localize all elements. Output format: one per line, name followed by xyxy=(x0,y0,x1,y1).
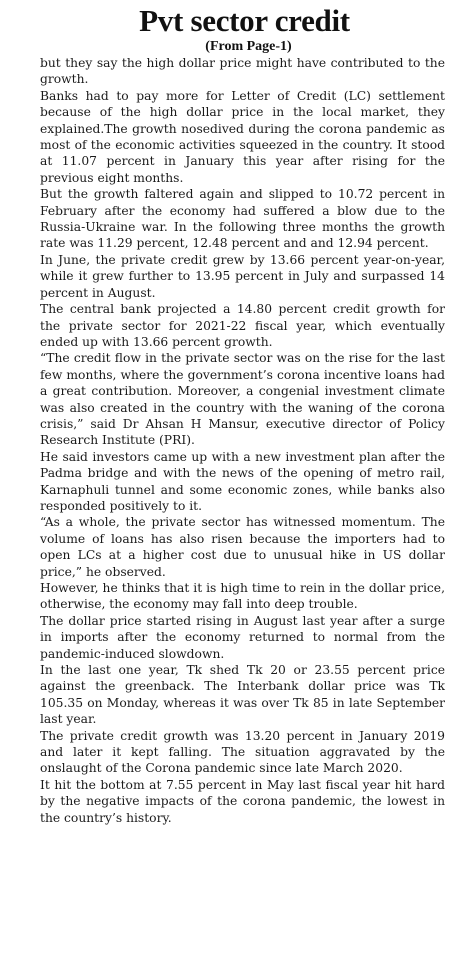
article-paragraph: But the growth faltered again and slipped to 10.72 percent in February after the economy had suffered a blow due to the Russia-Ukraine war. In the following three months the growth rate was 11.29 percent, 12.48 percent and and 12.94 percent. xyxy=(40,187,445,251)
continued-from-label: (From Page-1) xyxy=(205,39,292,54)
article-paragraph: However, he thinks that it is high time to rein in the dollar price, otherwise, the economy may fall into deep trouble. xyxy=(40,581,445,612)
article-paragraph: “The credit flow in the private sector was on the rise for the last few months, where the government’s corona incentive loans had a great contribution. Moreover, a congenial investment climate was also created in the country with the waning of the corona crisis,” said Dr Ahsan H Mansur, executive director of Policy Research Institute (PRI). xyxy=(40,351,445,448)
article-paragraph: The central bank projected a 14.80 percent credit growth for the private sector for 2021-22 fiscal year, which eventually ended up with 13.66 percent growth. xyxy=(40,302,445,349)
article-paragraph: Banks had to pay more for Letter of Credit (LC) settlement because of the high dollar price in the local market, they explained.The growth nosedived during the corona pandemic as most of the economic activities squeezed in the country. It stood at 11.07 percent in January this year after rising for the previous eight months. xyxy=(40,88,445,185)
article-headline: Pvt sector credit xyxy=(139,3,350,38)
article-paragraph: The dollar price started rising in August last year after a surge in imports after the economy returned to normal from the pandemic-induced slowdown. xyxy=(40,613,445,661)
article-paragraph: but they say the high dollar price might have contributed to the growth. xyxy=(40,56,445,87)
article-paragraph: “As a whole, the private sector has witnessed momentum. The volume of loans has also risen because the importers had to open LCs at a higher cost due to unusual hike in US dollar price,” he observed. xyxy=(40,515,445,579)
article-body xyxy=(40,55,445,826)
article-paragraph: In the last one year, Tk shed Tk 20 or 23.55 percent price against the greenback. The Interbank dollar price was Tk 105.35 on Monday, whereas it was over Tk 85 in late September last year. xyxy=(40,663,445,727)
article-paragraph: In June, the private credit grew by 13.66 percent year-on-year, while it grew further to 13.95 percent in July and surpassed 14 percent in August. xyxy=(40,252,445,300)
article-paragraph: The private credit growth was 13.20 percent in January 2019 and later it kept falling. The situation aggravated by the onslaught of the Corona pandemic since late March 2020. xyxy=(40,728,445,776)
article-paragraph: He said investors came up with a new investment plan after the Padma bridge and with the news of the opening of metro rail, Karnaphuli tunnel and some economic zones, while banks also responded positively to it. xyxy=(40,449,445,513)
article-paragraph: It hit the bottom at 7.55 percent in May last fiscal year hit hard by the negative impacts of the corona pandemic, the lowest in the country’s history. xyxy=(40,777,445,825)
